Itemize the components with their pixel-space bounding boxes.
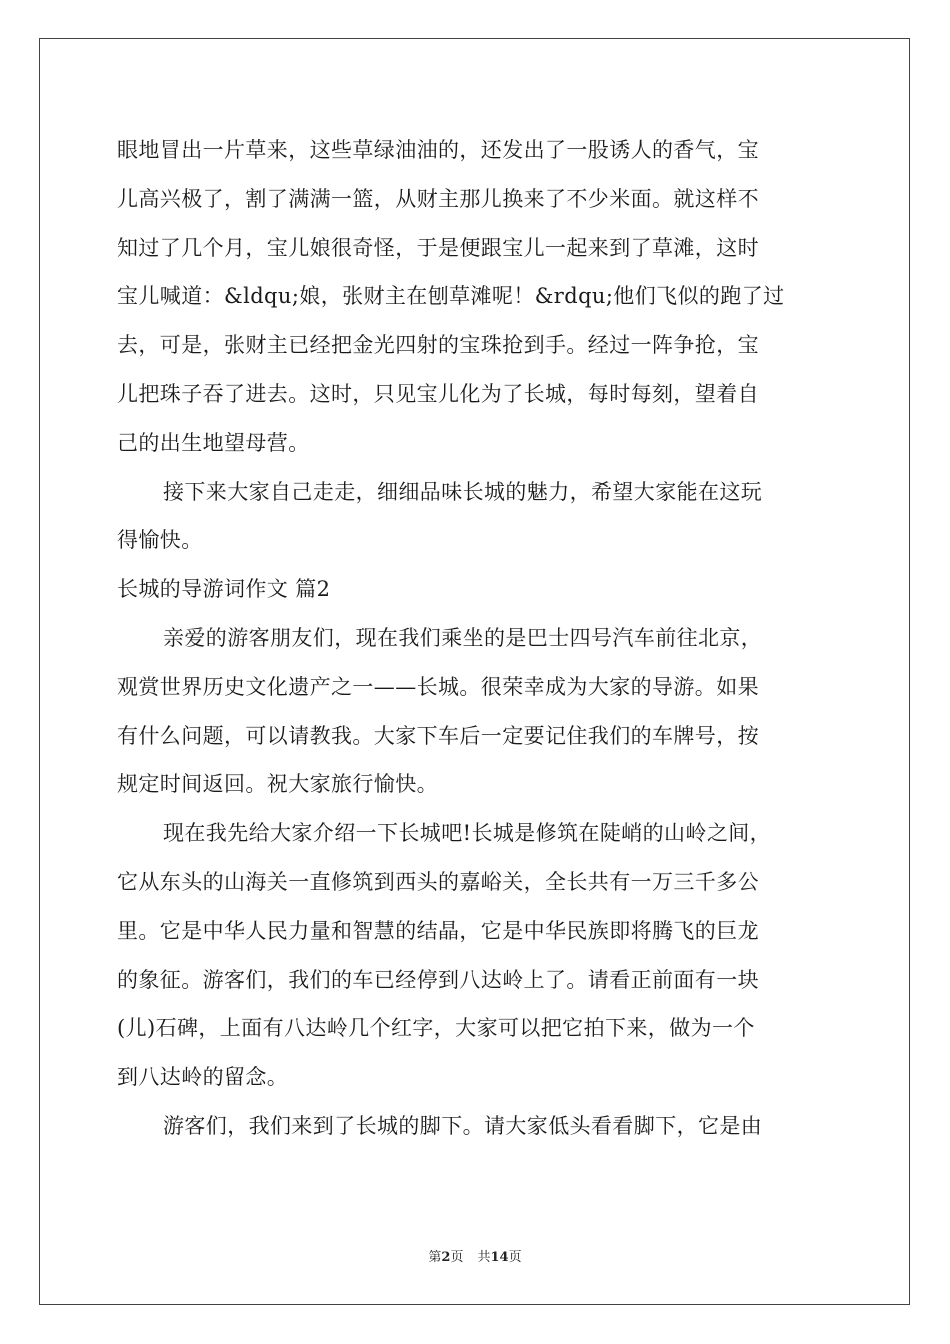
text-line: 观赏世界历史文化遗产之一——长城。很荣幸成为大家的导游。如果: [117, 674, 759, 699]
total-suffix: 页: [508, 1250, 522, 1265]
text-line: 得愉快。: [117, 528, 203, 553]
paragraph-start-line: 现在我先给大家介绍一下长城吧!长城是修筑在陡峭的山岭之间，: [163, 821, 772, 846]
text-line: 它从东头的山海关一直修筑到西头的嘉峪关，全长共有一万三千多公: [117, 869, 759, 894]
text-line: (儿)石碑，上面有八达岭几个红字，大家可以把它拍下来，做为一个: [117, 1016, 755, 1041]
text-line: 儿高兴极了，割了满满一篮，从财主那儿换来了不少米面。就这样不: [117, 186, 759, 211]
total-prefix: 共: [477, 1250, 491, 1265]
page-prefix: 第: [428, 1250, 442, 1265]
text-line: 到八达岭的留念。: [117, 1065, 289, 1090]
current-page-number: 2: [441, 1250, 451, 1265]
text-line: 己的出生地望母营。: [117, 430, 310, 455]
total-page-count: 14: [490, 1250, 509, 1265]
text-line: 儿把珠子吞了进去。这时，只见宝儿化为了长城，每时每刻，望着自: [117, 381, 759, 406]
text-line: 里。它是中华人民力量和智慧的结晶，它是中华民族即将腾飞的巨龙: [117, 918, 759, 943]
text-line: 去，可是，张财主已经把金光四射的宝珠抢到手。经过一阵争抢，宝: [117, 333, 759, 358]
paragraph-start-line: 接下来大家自己走走，细细品味长城的魅力，希望大家能在这玩: [163, 479, 763, 504]
text-line: 规定时间返回。祝大家旅行愉快。: [117, 772, 438, 797]
paragraph-start-line: 亲爱的游客朋友们，现在我们乘坐的是巴士四号汽车前往北京，: [163, 625, 763, 650]
text-line: 宝儿喊道：&ldqu;娘，张财主在刨草滩呢！&rdqu;他们飞似的跑了过: [117, 284, 785, 309]
paragraph-start-line: 游客们，我们来到了长城的脚下。请大家低头看看脚下，它是由: [163, 1113, 763, 1138]
page-suffix: 页: [450, 1250, 464, 1265]
section-heading: 长城的导游词作文 篇2: [117, 577, 331, 602]
text-line: 知过了几个月，宝儿娘很奇怪，于是便跟宝儿一起来到了草滩，这时: [117, 235, 759, 260]
page-footer: [0, 1246, 950, 1265]
document-body: [117, 126, 837, 1151]
text-line: 的象征。游客们，我们的车已经停到八达岭上了。请看正前面有一块: [117, 967, 759, 992]
text-line: 眼地冒出一片草来，这些草绿油油的，还发出了一股诱人的香气，宝: [117, 138, 759, 162]
text-line: 有什么问题，可以请教我。大家下车后一定要记住我们的车牌号，按: [117, 723, 759, 748]
